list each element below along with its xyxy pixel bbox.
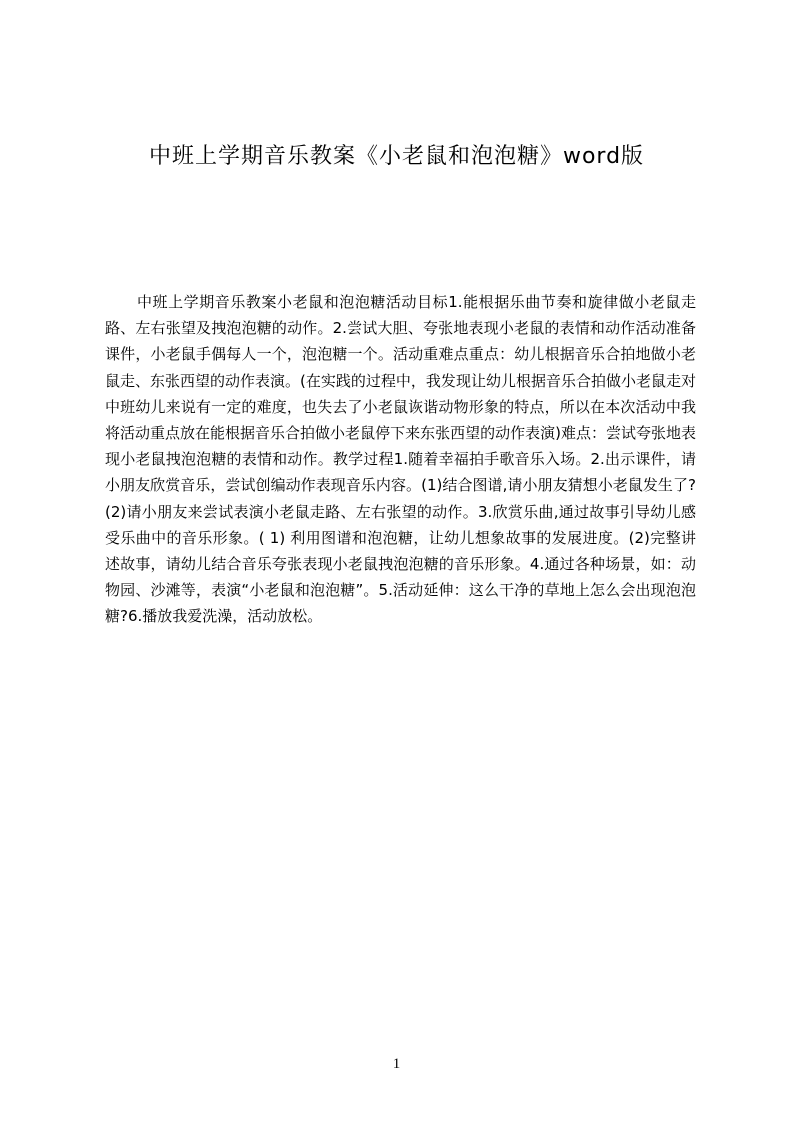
body-paragraph: 中班上学期音乐教案小老鼠和泡泡糖活动目标1.能根据乐曲节奏和旋律做小老鼠走路、左右张望及拽泡泡糖的动作。2.尝试大胆、夸张地表现小老鼠的表情和动作活动准备课件，小老鼠手偶每人一个，泡泡糖一个。活动重难点重点：幼儿根据音乐合拍地做小老鼠走、东张西望的动作表演。(在实践的过程中，我发现让幼儿根据音乐合拍做小老鼠走对中班幼儿来说有一定的难度，也失去了小老鼠诙谐动物形象的特点，所以在本次活动中我将活动重点放在能根据音乐合拍做小老鼠停下来东张西望的动作表演)难点：尝试夸张地表现小老鼠拽泡泡糖的表情和动作。教学过程1.随着幸福拍手歌音乐入场。2.出示课件，请小朋友欣赏音乐，尝试创编动作表现音乐内容。(1)结合图谱,请小朋友猜想小老鼠发生了? (2)请小朋友来尝试表演小老鼠走路、左右张望的动作。3.欣赏乐曲,通过故事引导幼儿感受乐曲中的音乐形象。( 1) 利用图谱和泡泡糖，让幼儿想象故事的发展进度。(2)完整讲述故事，请幼儿结合音乐夸张表现小老鼠拽泡泡糖的音乐形象。4.通过各种场景，如：动物园、沙滩等，表演“小老鼠和泡泡糖”。5.活动延伸：这么干净的草地上怎么会出现泡泡糖?6.播放我爱洗澡，活动放松。 [105, 293, 696, 626]
document-title: 中班上学期音乐教案《小老鼠和泡泡糖》word版 [148, 144, 645, 169]
page-number: 1 [392, 1056, 401, 1072]
